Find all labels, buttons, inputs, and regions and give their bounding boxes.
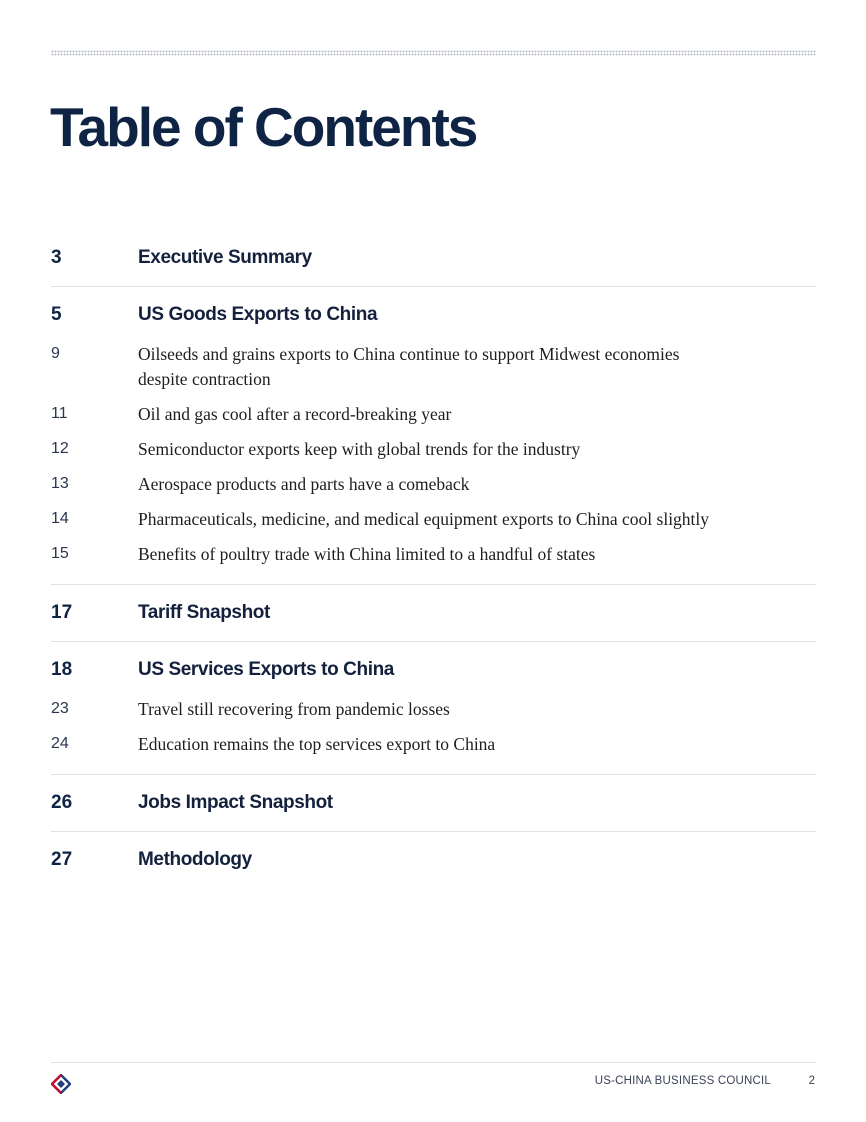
toc-page-number: 26 [51,792,73,813]
toc-subentry-page-number: 13 [51,475,69,492]
toc-section [51,775,816,832]
toc-section [51,585,816,642]
toc-section [51,287,816,585]
toc-page-number: 18 [51,659,73,680]
toc-section-title: Jobs Impact Snapshot [138,792,333,813]
toc-entry[interactable] [51,642,816,698]
toc-section-title: US Services Exports to China [138,659,394,680]
footer-divider [51,1062,816,1063]
toc-subentry[interactable] [51,337,816,397]
toc-entry[interactable] [51,287,816,343]
toc-entry[interactable] [51,585,816,641]
toc-subentry[interactable] [51,502,816,537]
toc-subentry-title: Semiconductor exports keep with global trends for the industry [138,439,581,459]
toc-subentry-page-number: 11 [51,405,68,422]
toc-subentry-title: Pharmaceuticals, medicine, and medical equipment exports to China cool slightly [138,509,710,529]
toc-subsection-list [51,692,816,774]
toc-page-number: 17 [51,602,73,623]
toc-subentry[interactable] [51,537,816,572]
toc-subsection-list [51,337,816,584]
toc-subentry-page-number: 15 [51,545,69,562]
toc-subentry-title: Aerospace products and parts have a comeback [138,474,470,494]
page-title: Table of Contents [50,96,477,158]
top-dotted-rule [51,50,816,56]
toc-section-title: US Goods Exports to China [138,304,378,325]
toc-subentry[interactable] [51,397,816,432]
toc-page-number: 5 [51,304,62,325]
table-of-contents [51,230,816,888]
toc-subentry-page-number: 9 [51,345,60,362]
toc-section [51,642,816,775]
footer-page-number: 2 [808,1075,815,1087]
toc-page-number: 3 [51,247,62,268]
toc-section-title: Methodology [138,849,252,870]
toc-subentry-title: Benefits of poultry trade with China limited to a handful of states [138,544,596,564]
toc-subentry[interactable] [51,692,816,727]
toc-subentry-title: Oilseeds and grains exports to China continue to support Midwest economies despite contraction [138,344,680,389]
toc-subentry[interactable] [51,727,816,762]
toc-entry[interactable] [51,230,816,286]
toc-subentry-page-number: 12 [51,440,69,457]
toc-subentry-page-number: 14 [51,510,69,527]
toc-page-number: 27 [51,849,73,870]
toc-section-title: Tariff Snapshot [138,602,270,623]
toc-entry[interactable] [51,775,816,831]
toc-entry[interactable] [51,832,816,888]
toc-subentry-title: Education remains the top services export to China [138,734,496,754]
toc-subentry-page-number: 24 [51,735,69,752]
toc-section-title: Executive Summary [138,247,312,268]
toc-subentry-page-number: 23 [51,700,69,717]
toc-subentry-title: Travel still recovering from pandemic losses [138,699,450,719]
toc-subentry[interactable] [51,432,816,467]
toc-subentry[interactable] [51,467,816,502]
toc-section [51,230,816,287]
uscbc-diamond-logo-icon [51,1074,71,1094]
toc-section [51,832,816,888]
toc-subentry-title: Oil and gas cool after a record-breaking year [138,404,452,424]
footer-organization: US-CHINA BUSINESS COUNCIL [594,1075,771,1087]
